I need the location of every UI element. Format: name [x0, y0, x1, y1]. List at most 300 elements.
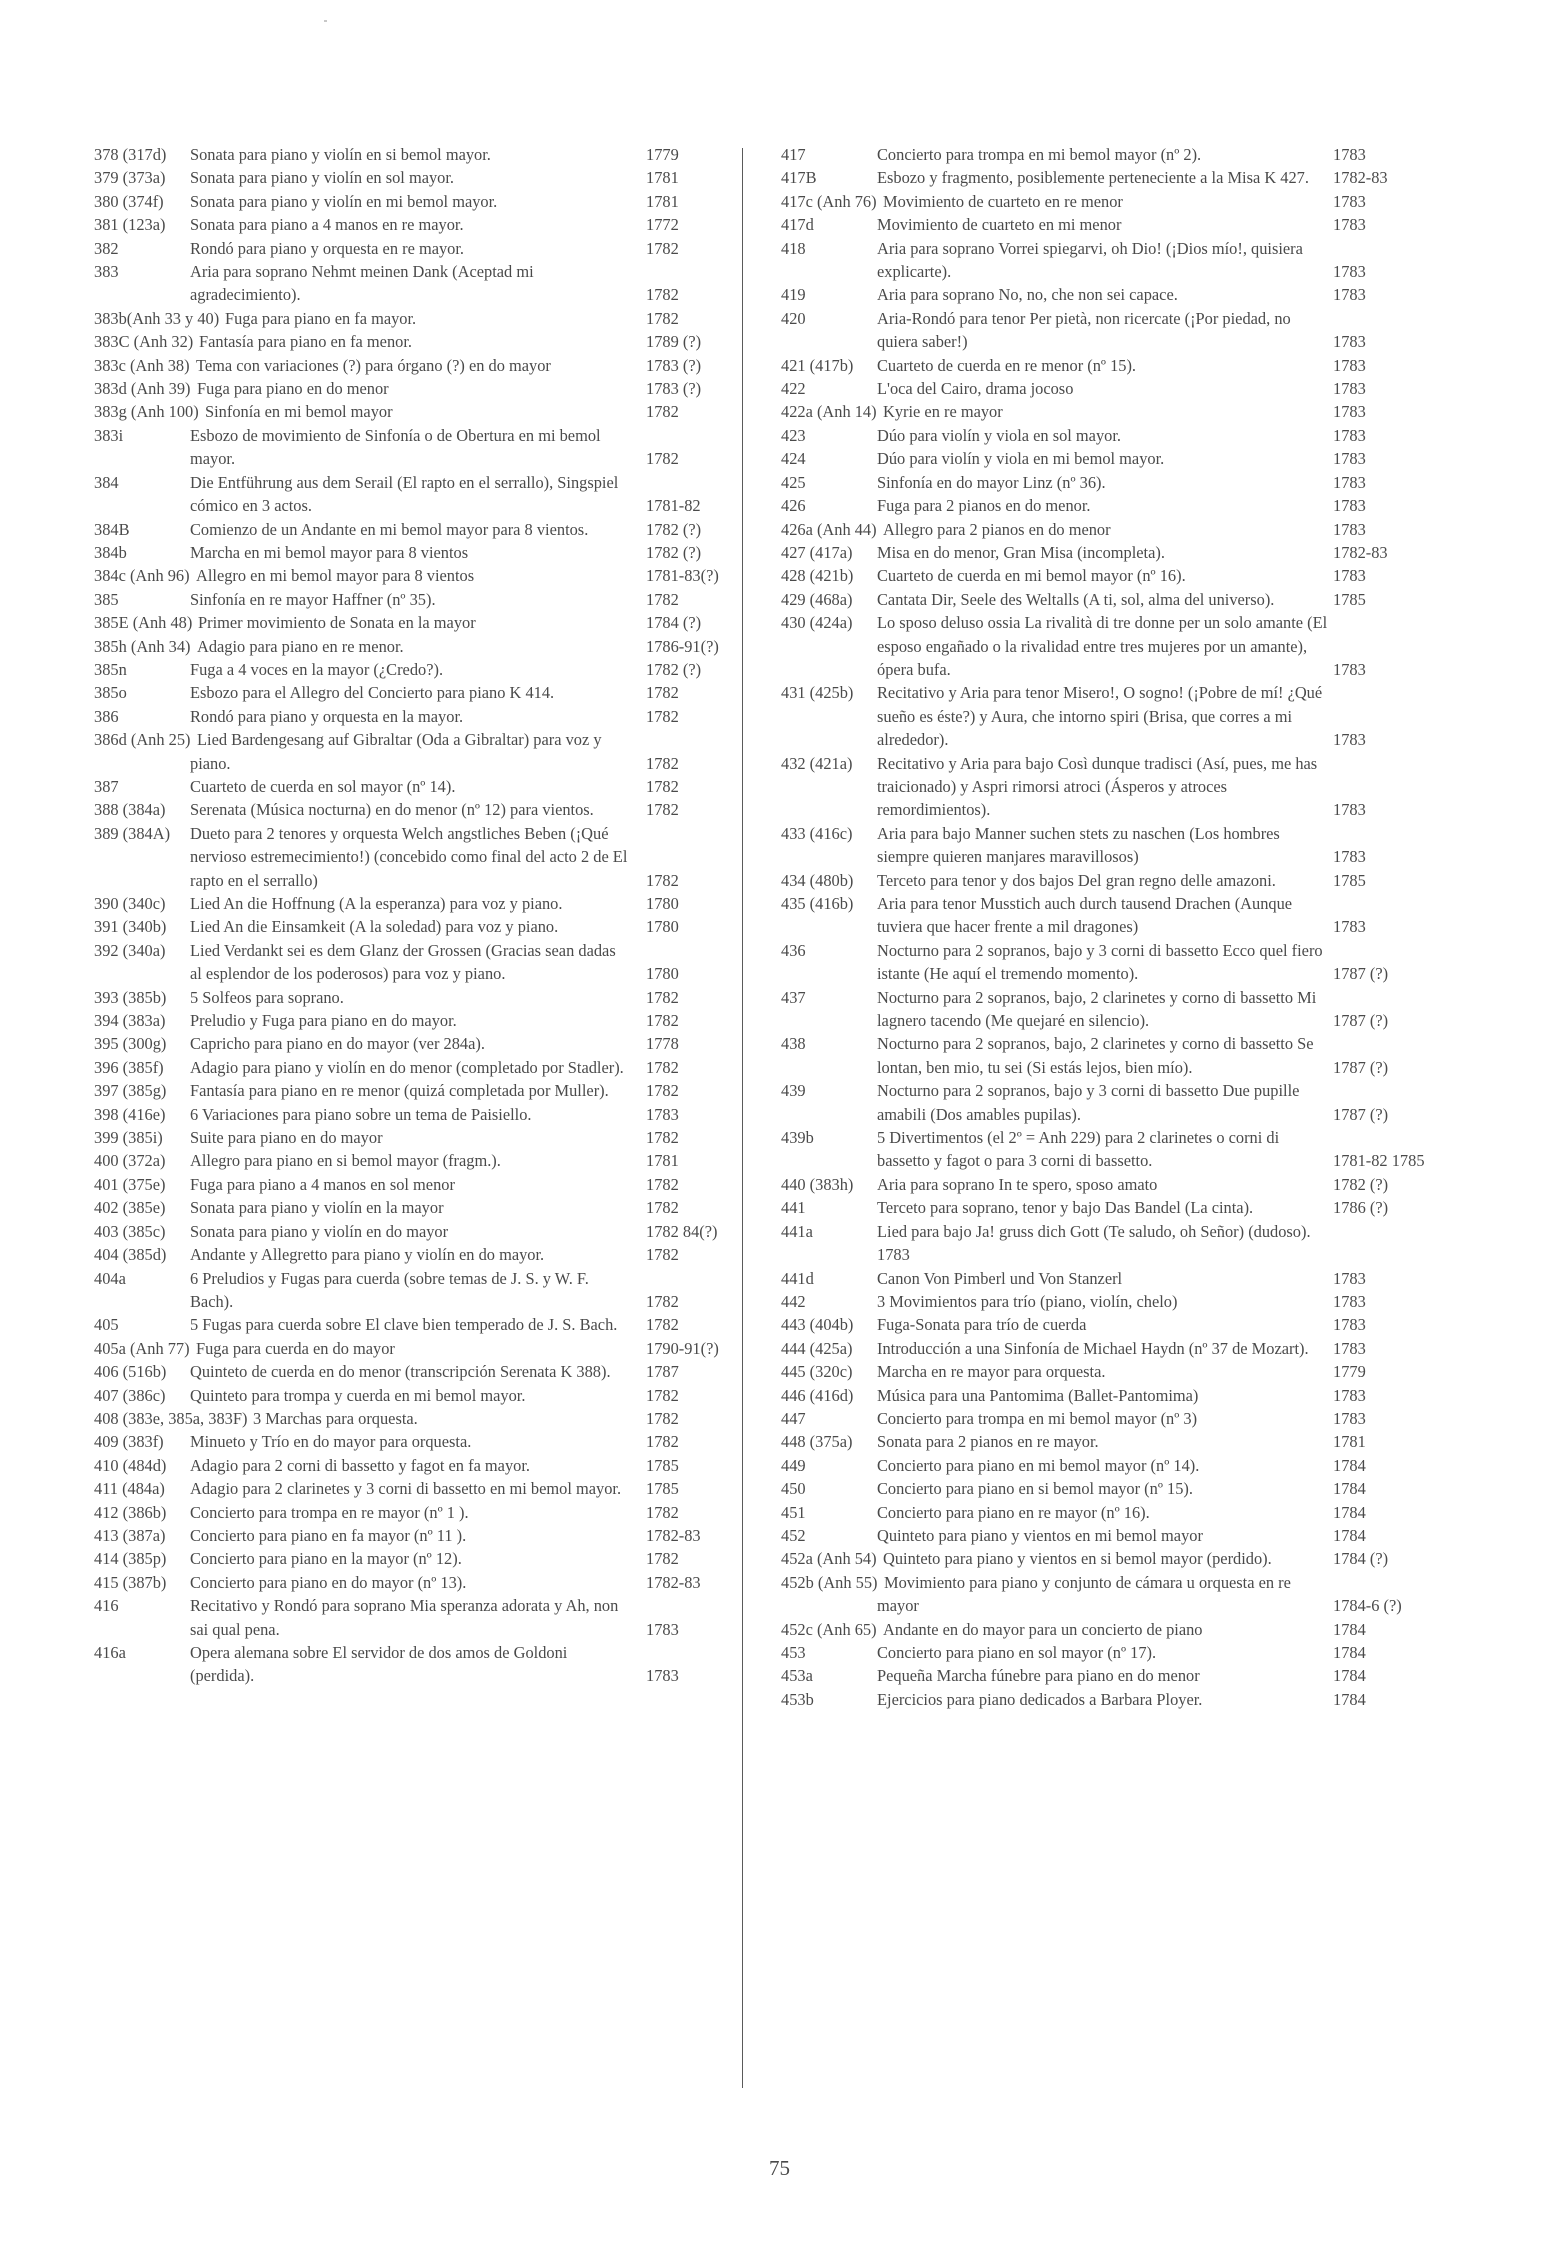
entry-number: 416	[94, 1596, 119, 1616]
entry-number: 401 (375e)	[94, 1174, 166, 1194]
entry-number: 452a (Anh 54)	[781, 1549, 877, 1569]
entry-number: 439	[781, 1081, 806, 1101]
entry-date: 1782	[646, 1502, 679, 1522]
catalog-entry	[94, 658, 734, 681]
entry-date: 1783	[1333, 355, 1366, 375]
entry-date: 1787 (?)	[1333, 1057, 1389, 1077]
entry-date: 1783	[1333, 285, 1366, 305]
entry-description: Aria-Rondó para tenor Per pietà, non ricercate (¡Por piedad, no quiera saber!)	[877, 308, 1291, 352]
entry-description: Primer movimiento de Sonata en la mayor	[198, 613, 476, 633]
catalog-entry	[94, 424, 734, 471]
catalog-column-right	[781, 143, 1445, 1711]
entry-description: Adagio para 2 clarinetes y 3 corni di bassetto en mi bemol mayor.	[190, 1479, 622, 1499]
catalog-entry	[94, 986, 734, 1009]
entry-number: 408 (383e, 385a, 383F)	[94, 1408, 248, 1428]
entry-number: 381 (123a)	[94, 215, 166, 235]
entry-description: Lied Verdankt sei es dem Glanz der Grossen (Gracias sean dadas al esplendor de los poderosos) para voz y piano.	[190, 940, 616, 984]
catalog-entry	[94, 1477, 734, 1500]
entry-number: 438	[781, 1034, 806, 1054]
entry-number: 452b (Anh 55)	[781, 1572, 878, 1592]
catalog-entry	[94, 190, 734, 213]
catalog-entry	[94, 1079, 734, 1102]
catalog-entry	[781, 377, 1445, 400]
entry-number: 388 (384a)	[94, 800, 166, 820]
entry-date: 1787 (?)	[1333, 1104, 1389, 1124]
entry-number: 405a (Anh 77)	[94, 1338, 190, 1358]
entry-date: 1784	[1333, 1502, 1366, 1522]
entry-date: 1783	[1333, 730, 1366, 750]
entry-date: 1781	[646, 1151, 679, 1171]
entry-description: Concierto para piano en fa mayor (nº 11 ).	[190, 1525, 467, 1545]
entry-description: Nocturno para 2 sopranos, bajo y 3 corni di bassetto Due pupille amabili (Dos amables pupilas).	[877, 1081, 1300, 1124]
entry-number: 435 (416b)	[781, 894, 854, 913]
entry-description: Sinfonía en do mayor Linz (nº 36).	[877, 472, 1106, 492]
entry-description: Lied para bajo Ja! gruss dich Gott (Te saludo, oh Señor) (dudoso). 1783	[877, 1221, 1311, 1265]
entry-date: 1782	[646, 285, 679, 305]
catalog-entry	[781, 1407, 1445, 1430]
entry-number: 383c (Anh 38)	[94, 355, 190, 375]
entry-date: 1783 (?)	[646, 379, 702, 399]
catalog-entry	[781, 190, 1445, 213]
entry-number: 441a	[781, 1221, 813, 1241]
catalog-entry	[781, 541, 1445, 564]
catalog-entry	[94, 1524, 734, 1547]
entry-date: 1781-83(?)	[646, 566, 719, 586]
entry-date: 1789 (?)	[646, 332, 702, 352]
entry-number: 386	[94, 706, 119, 726]
entry-number: 385n	[94, 659, 127, 679]
entry-date: 1783	[1333, 847, 1366, 867]
catalog-entry	[94, 1196, 734, 1219]
entry-date: 1782	[646, 402, 679, 422]
catalog-entry	[781, 471, 1445, 494]
entry-description: Misa en do menor, Gran Misa (incompleta).	[877, 542, 1165, 562]
catalog-entry	[94, 237, 734, 260]
entry-date: 1783	[1333, 1408, 1366, 1428]
catalog-entry	[94, 1430, 734, 1453]
entry-date: 1782	[646, 987, 679, 1007]
entry-number: 436	[781, 940, 806, 960]
catalog-entry	[781, 1032, 1445, 1079]
entry-number: 415 (387b)	[94, 1572, 167, 1592]
entry-date: 1784	[1333, 1525, 1366, 1545]
catalog-entry	[781, 307, 1445, 354]
entry-description: 5 Divertimentos (el 2º = Anh 229) para 2 clarinetes o corni di bassetto y fagot o para 3 corni di bassetto.	[877, 1128, 1280, 1171]
entry-date: 1782	[646, 449, 679, 469]
entry-description: Música para una Pantomima (Ballet-Pantomima)	[877, 1385, 1199, 1405]
entry-date: 1780	[646, 964, 679, 984]
entry-description: Concierto para piano en mi bemol mayor (nº 14).	[877, 1455, 1200, 1475]
entry-date: 1772	[646, 215, 679, 235]
entry-date: 1782	[646, 683, 679, 703]
entry-description: Capricho para piano en do mayor (ver 284a).	[190, 1034, 485, 1054]
entry-date: 1782 (?)	[646, 542, 702, 562]
entry-number: 393 (385b)	[94, 987, 167, 1007]
entry-date: 1782	[646, 1432, 679, 1452]
entry-date: 1782	[646, 706, 679, 726]
entry-number: 421 (417b)	[781, 355, 854, 375]
entry-number: 447	[781, 1408, 806, 1428]
scan-mark	[324, 20, 327, 22]
entry-description: Fantasía para piano en fa menor.	[199, 332, 412, 352]
entry-number: 385E (Anh 48)	[94, 613, 193, 633]
catalog-entry	[94, 798, 734, 821]
entry-description: Recitativo y Aria para bajo Così dunque tradisci (Así, pues, me has traicionado) y Aspri rimorsi atroci (Ásperos y atroces remordimientos).	[877, 753, 1318, 820]
entry-description: Comienzo de un Andante en mi bemol mayor para 8 vientos.	[190, 519, 589, 539]
entry-date: 1782	[646, 1057, 679, 1077]
entry-number: 426a (Anh 44)	[781, 519, 877, 539]
catalog-entry	[94, 1056, 734, 1079]
entry-number: 434 (480b)	[781, 870, 854, 890]
catalog-entry	[94, 143, 734, 166]
catalog-entry	[781, 681, 1445, 751]
catalog-entry	[781, 1664, 1445, 1687]
entry-date: 1782-83	[646, 1572, 701, 1592]
entry-description: Cuarteto de cuerda en mi bemol mayor (nº 16).	[877, 566, 1186, 586]
entry-description: Sonata para piano a 4 manos en re mayor.	[190, 215, 464, 235]
catalog-entry	[94, 588, 734, 611]
entry-date: 1784	[1333, 1455, 1366, 1475]
catalog-entry	[94, 1641, 734, 1688]
entry-number: 422a (Anh 14)	[781, 402, 877, 422]
entry-description: Aria para bajo Manner suchen stets zu naschen (Los hombres siempre quieren manjares maravillosos)	[877, 823, 1280, 867]
entry-description: Adagio para piano y violín en do menor (completado por Stadler).	[190, 1057, 624, 1077]
entry-description: Marcha en re mayor para orquesta.	[877, 1362, 1106, 1382]
entry-description: Aria para soprano In te spero, sposo amato	[877, 1174, 1158, 1194]
entry-number: 413 (387a)	[94, 1525, 166, 1545]
entry-date: 1783	[1333, 566, 1366, 586]
entry-date: 1784 (?)	[1333, 1549, 1389, 1569]
entry-description: Allegro en mi bemol mayor para 8 vientos	[196, 566, 475, 586]
entry-number: 453	[781, 1643, 806, 1662]
entry-number: 417	[781, 145, 806, 164]
entry-description: Nocturno para 2 sopranos, bajo y 3 corni di bassetto Ecco quel fiero istante (He aquí el tremendo momento).	[877, 940, 1323, 984]
catalog-entry	[781, 986, 1445, 1033]
entry-date: 1782	[646, 1291, 679, 1311]
entry-date: 1790-91(?)	[646, 1338, 719, 1358]
entry-date: 1782	[646, 1408, 679, 1428]
entry-date: 1778	[646, 1034, 679, 1054]
entry-date: 1783	[1333, 1315, 1366, 1335]
entry-number: 383g (Anh 100)	[94, 402, 199, 422]
entry-number: 378 (317d)	[94, 145, 167, 164]
entry-description: Nocturno para 2 sopranos, bajo, 2 clarinetes y corno di bassetto Se lontan, ben mio, tu sei (Si estás lejos, bien mío).	[877, 1034, 1314, 1077]
entry-number: 451	[781, 1502, 806, 1522]
entry-number: 426	[781, 496, 806, 516]
entry-description: 5 Solfeos para soprano.	[190, 987, 344, 1007]
entry-number: 419	[781, 285, 806, 305]
catalog-entry	[781, 1547, 1445, 1570]
catalog-entry	[94, 518, 734, 541]
catalog-entry	[781, 1571, 1445, 1618]
catalog-entry	[94, 611, 734, 634]
catalog-entry	[781, 1641, 1445, 1664]
entry-description: 5 Fugas para cuerda sobre El clave bien temperado de J. S. Bach.	[190, 1315, 618, 1335]
entry-date: 1783	[1333, 659, 1366, 679]
entry-number: 420	[781, 308, 806, 328]
catalog-entry	[94, 1149, 734, 1172]
entry-date: 1783	[646, 1104, 679, 1124]
entry-description: Andante en do mayor para un concierto de piano	[883, 1619, 1203, 1639]
entry-description: Fuga para cuerda en do mayor	[196, 1338, 395, 1358]
entry-number: 431 (425b)	[781, 683, 854, 703]
entry-description: Concierto para trompa en re mayor (nº 1 ).	[190, 1502, 469, 1522]
entry-date: 1782	[646, 1315, 679, 1335]
entry-number: 423	[781, 425, 806, 445]
entry-date: 1780	[646, 917, 679, 937]
catalog-entry	[781, 1618, 1445, 1641]
catalog-entry	[94, 822, 734, 892]
entry-description: Introducción a una Sinfonía de Michael Haydn (nº 37 de Mozart).	[877, 1338, 1309, 1358]
catalog-entry	[94, 1126, 734, 1149]
entry-date: 1782 84(?)	[646, 1221, 718, 1241]
catalog-entry	[94, 213, 734, 236]
entry-number: 417B	[781, 168, 817, 188]
catalog-entry	[781, 143, 1445, 166]
catalog-entry	[781, 1290, 1445, 1313]
catalog-entry	[781, 1337, 1445, 1360]
entry-date: 1782-83	[1333, 168, 1388, 188]
entry-description: Marcha en mi bemol mayor para 8 vientos	[190, 542, 469, 562]
entry-description: Allegro para 2 pianos en do menor	[883, 519, 1111, 539]
entry-date: 1783 (?)	[646, 355, 702, 375]
entry-number: 394 (383a)	[94, 1011, 166, 1031]
catalog-entry	[781, 1430, 1445, 1453]
entry-number: 383b(Anh 33 y 40)	[94, 308, 220, 328]
entry-date: 1783	[1333, 402, 1366, 422]
catalog-entry	[94, 1407, 734, 1430]
entry-description: Esbozo de movimiento de Sinfonía o de Obertura en mi bemol mayor.	[190, 425, 601, 469]
entry-number: 432 (421a)	[781, 753, 853, 773]
entry-date: 1782	[646, 589, 679, 609]
catalog-entry	[781, 1501, 1445, 1524]
entry-number: 384c (Anh 96)	[94, 566, 190, 586]
entry-number: 437	[781, 987, 806, 1007]
entry-description: Sonata para piano y violín en do mayor	[190, 1221, 449, 1241]
catalog-entry	[94, 166, 734, 189]
entry-description: Quinteto para piano y vientos en mi bemol mayor	[877, 1525, 1203, 1545]
catalog-entry	[94, 705, 734, 728]
entry-date: 1787	[646, 1362, 679, 1382]
entry-date: 1783	[1333, 449, 1366, 469]
entry-number: 382	[94, 238, 119, 258]
catalog-entry	[781, 1360, 1445, 1383]
entry-description: Recitativo y Aria para tenor Misero!, O sogno! (¡Pobre de mí! ¿Qué sueño es éste?) y Aura, che intorno spiri (Brisa, que corres a mi alrededor).	[877, 683, 1323, 750]
entry-description: Allegro para piano en si bemol mayor (fragm.).	[190, 1151, 501, 1171]
entry-number: 400 (372a)	[94, 1151, 166, 1171]
entry-number: 427 (417a)	[781, 542, 853, 562]
entry-number: 452	[781, 1525, 806, 1545]
entry-description: Nocturno para 2 sopranos, bajo, 2 clarinetes y corno di bassetto Mi lagnero tacendo (Me quejaré en silencio).	[877, 987, 1317, 1031]
entry-description: Quinteto de cuerda en do menor (transcripción Serenata K 388).	[190, 1362, 611, 1382]
entry-description: Terceto para tenor y dos bajos Del gran regno delle amazoni.	[877, 870, 1276, 890]
entry-date: 1783	[1333, 425, 1366, 445]
catalog-entry	[94, 260, 734, 307]
entry-date: 1783	[1333, 379, 1366, 399]
entry-number: 416a	[94, 1643, 126, 1662]
entry-date: 1780	[646, 894, 679, 913]
catalog-entry	[94, 915, 734, 938]
entry-number: 425	[781, 472, 806, 492]
entry-number: 414 (385p)	[94, 1549, 167, 1569]
entry-description: Andante y Allegretto para piano y violín en do mayor.	[190, 1245, 545, 1265]
catalog-entry	[94, 1384, 734, 1407]
catalog-entry	[94, 1032, 734, 1055]
entry-number: 384B	[94, 519, 130, 539]
entry-date: 1779	[646, 145, 679, 164]
entry-number: 398 (416e)	[94, 1104, 166, 1124]
catalog-entry	[781, 1267, 1445, 1290]
entry-description: Lied Bardengesang auf Gibraltar (Oda a Gibraltar) para voz y piano.	[190, 730, 602, 773]
catalog-entry	[781, 447, 1445, 470]
entry-date: 1783	[1333, 191, 1366, 211]
entry-date: 1782	[646, 1174, 679, 1194]
entry-date: 1784	[1333, 1666, 1366, 1686]
catalog-entry	[781, 237, 1445, 284]
catalog-entry	[781, 354, 1445, 377]
entry-description: Pequeña Marcha fúnebre para piano en do menor	[877, 1666, 1200, 1686]
entry-description: Esbozo para el Allegro del Concierto para piano K 414.	[190, 683, 555, 703]
catalog-entry	[781, 1126, 1445, 1173]
entry-date: 1781-82 1785	[1333, 1151, 1425, 1171]
catalog-entry	[781, 869, 1445, 892]
entry-description: Fuga para piano en fa mayor.	[225, 308, 417, 328]
catalog-entry	[94, 1243, 734, 1266]
entry-description: Ejercicios para piano dedicados a Barbara Ployer.	[877, 1689, 1203, 1709]
entry-number: 392 (340a)	[94, 940, 166, 960]
entry-description: 6 Preludios y Fugas para cuerda (sobre temas de J. S. y W. F. Bach).	[190, 1268, 589, 1311]
entry-description: Cuarteto de cuerda en re menor (nº 15).	[877, 355, 1137, 375]
catalog-entry	[781, 494, 1445, 517]
catalog-entry	[94, 681, 734, 704]
catalog-entry	[781, 1196, 1445, 1219]
entry-description: Fuga para piano en do menor	[197, 379, 389, 399]
entry-date: 1782-83	[1333, 542, 1388, 562]
entry-description: Concierto para piano en sol mayor (nº 17).	[877, 1643, 1157, 1662]
entry-number: 453b	[781, 1689, 814, 1709]
entry-description: Suite para piano en do mayor	[190, 1128, 383, 1148]
entry-description: 6 Variaciones para piano sobre un tema de Paisiello.	[190, 1104, 532, 1124]
entry-number: 383i	[94, 425, 124, 445]
entry-date: 1782-83	[646, 1525, 701, 1545]
catalog-entry	[94, 892, 734, 915]
entry-number: 449	[781, 1455, 806, 1475]
catalog-entry	[94, 1571, 734, 1594]
entry-date: 1782	[646, 1385, 679, 1405]
entry-description: Concierto para piano en si bemol mayor (nº 15).	[877, 1479, 1193, 1499]
entry-number: 446 (416d)	[781, 1385, 854, 1405]
catalog-entry	[781, 400, 1445, 423]
entry-description: Cuarteto de cuerda en sol mayor (nº 14).	[190, 776, 456, 796]
catalog-entry	[781, 424, 1445, 447]
catalog-entry	[94, 1267, 734, 1314]
catalog-entry	[781, 1220, 1445, 1267]
entry-date: 1783	[1333, 145, 1366, 164]
catalog-entry	[781, 283, 1445, 306]
entry-date: 1783	[1333, 332, 1366, 352]
catalog-entry	[781, 588, 1445, 611]
entry-number: 441d	[781, 1268, 814, 1288]
entry-number: 410 (484d)	[94, 1455, 167, 1475]
catalog-entry	[94, 307, 734, 330]
entry-number: 391 (340b)	[94, 917, 167, 937]
entry-number: 452c (Anh 65)	[781, 1619, 877, 1639]
entry-number: 389 (384A)	[94, 823, 171, 843]
entry-number: 429 (468a)	[781, 589, 853, 609]
entry-description: Adagio para piano en re menor.	[197, 636, 404, 656]
catalog-entry	[94, 377, 734, 400]
entry-description: Sonata para piano y violín en si bemol mayor.	[190, 145, 491, 164]
entry-number: 404a	[94, 1268, 126, 1288]
catalog-entry	[94, 1313, 734, 1336]
entry-date: 1783	[646, 1619, 679, 1639]
entry-number: 387	[94, 776, 119, 796]
catalog-entry	[781, 1173, 1445, 1196]
entry-number: 384	[94, 472, 119, 492]
entry-description: Sinfonía en mi bemol mayor	[205, 402, 393, 422]
catalog-entry	[781, 1384, 1445, 1407]
entry-description: Fuga para 2 pianos en do menor.	[877, 496, 1091, 516]
entry-description: Fuga-Sonata para trío de cuerda	[877, 1315, 1087, 1335]
catalog-entry	[94, 728, 734, 775]
entry-description: Dúo para violín y viola en sol mayor.	[877, 425, 1121, 445]
catalog-entry	[94, 1103, 734, 1126]
entry-date: 1781	[646, 191, 679, 211]
entry-date: 1783	[1333, 215, 1366, 235]
entry-number: 450	[781, 1479, 806, 1499]
catalog-entry	[781, 611, 1445, 681]
catalog-entry	[781, 1524, 1445, 1547]
page-number: 75	[769, 2156, 790, 2180]
entry-description: Fuga a 4 voces en la mayor (¿Credo?).	[190, 659, 444, 679]
entry-number: 402 (385e)	[94, 1198, 166, 1218]
catalog-entry	[94, 400, 734, 423]
entry-description: Fuga para piano a 4 manos en sol menor	[190, 1174, 455, 1194]
catalog-entry	[781, 1454, 1445, 1477]
entry-number: 404 (385d)	[94, 1245, 167, 1265]
entry-number: 384b	[94, 542, 127, 562]
catalog-column-left	[94, 143, 734, 1688]
catalog-entry	[781, 1688, 1445, 1711]
entry-description: Adagio para 2 corni di bassetto y fagot en fa mayor.	[190, 1455, 531, 1475]
catalog-entry	[781, 752, 1445, 822]
entry-date: 1782	[646, 1081, 679, 1101]
entry-description: Sonata para piano y violín en sol mayor.	[190, 168, 455, 188]
catalog-entry	[781, 822, 1445, 869]
entry-date: 1785	[646, 1479, 679, 1499]
entry-date: 1783	[1333, 262, 1366, 282]
entry-date: 1782	[646, 1128, 679, 1148]
entry-description: Canon Von Pimberl und Von Stanzerl	[877, 1268, 1123, 1288]
entry-description: 3 Marchas para orquesta.	[253, 1408, 418, 1428]
entry-number: 380 (374f)	[94, 191, 164, 211]
entry-number: 383C (Anh 32)	[94, 332, 194, 352]
entry-number: 411 (484a)	[94, 1479, 165, 1499]
entry-description: Preludio y Fuga para piano en do mayor.	[190, 1011, 457, 1031]
catalog-entry	[781, 1313, 1445, 1336]
entry-description: Aria para soprano Nehmt meinen Dank (Aceptad mi agradecimiento).	[190, 262, 534, 305]
entry-date: 1782	[646, 1549, 679, 1569]
entry-date: 1779	[1333, 1362, 1366, 1382]
entry-number: 442	[781, 1291, 806, 1311]
entry-date: 1782	[646, 753, 679, 773]
entry-date: 1782 (?)	[646, 659, 702, 679]
entry-number: 405	[94, 1315, 119, 1335]
entry-number: 385h (Anh 34)	[94, 636, 191, 656]
entry-number: 424	[781, 449, 806, 469]
entry-date: 1786 (?)	[1333, 1198, 1389, 1218]
entry-date: 1781	[1333, 1432, 1366, 1452]
